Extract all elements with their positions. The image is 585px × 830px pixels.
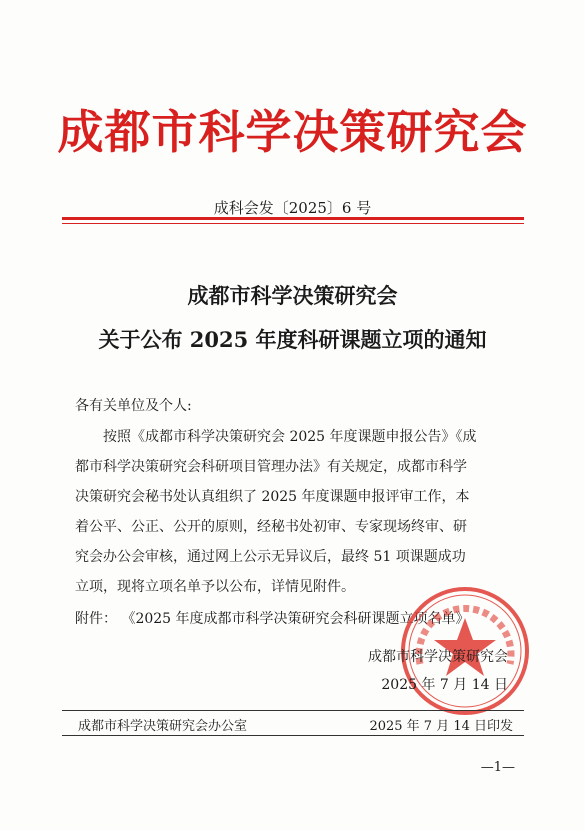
body-paragraph-line: 究会办公会审核，通过网上公示无异议后，最终 51 项课题成功 [75,549,466,565]
salutation: 各有关单位及个人: [75,398,192,414]
footer-issue-date: 2025 年 7 月 14 日印发 [369,719,513,734]
body-paragraph-line: 都市科学决策研究会科研项目管理办法》有关规定，成都市科学 [75,459,467,475]
body-paragraph-line: 着公平、公正、公开的原则，经秘书处初审、专家现场终审、研 [75,519,467,535]
organization-header: 成都市科学决策研究会 [57,105,528,159]
page-number: —1— [480,760,515,775]
notice-title-line-2: 关于公布 2025 年度科研课题立项的通知 [98,327,487,352]
red-divider-thick [62,217,524,220]
footer-office: 成都市科学决策研究会办公室 [78,719,248,734]
signature-date: 2025 年 7 月 14 日 [381,677,508,693]
document-number: 成科会发〔2025〕6 号 [213,199,372,217]
red-divider-thin [62,223,524,224]
signature-organization: 成都市科学决策研究会 [368,649,508,665]
body-paragraph-line: 按照《成都市科学决策研究会 2025 年度课题申报公告》《成 [103,429,477,445]
footer-divider-bottom [62,735,524,736]
notice-title-line-1: 成都市科学决策研究会 [187,283,398,308]
body-paragraph-line: 决策研究会秘书处认真组织了 2025 年度课题申报评审工作，本 [75,489,470,505]
footer-divider-top [62,710,524,711]
body-paragraph-line: 立项，现将立项名单予以公布，详情见附件。 [75,579,355,595]
attachment-line: 附件： 《2025 年度成都市科学决策研究会科研课题立项名单》 [75,611,470,627]
